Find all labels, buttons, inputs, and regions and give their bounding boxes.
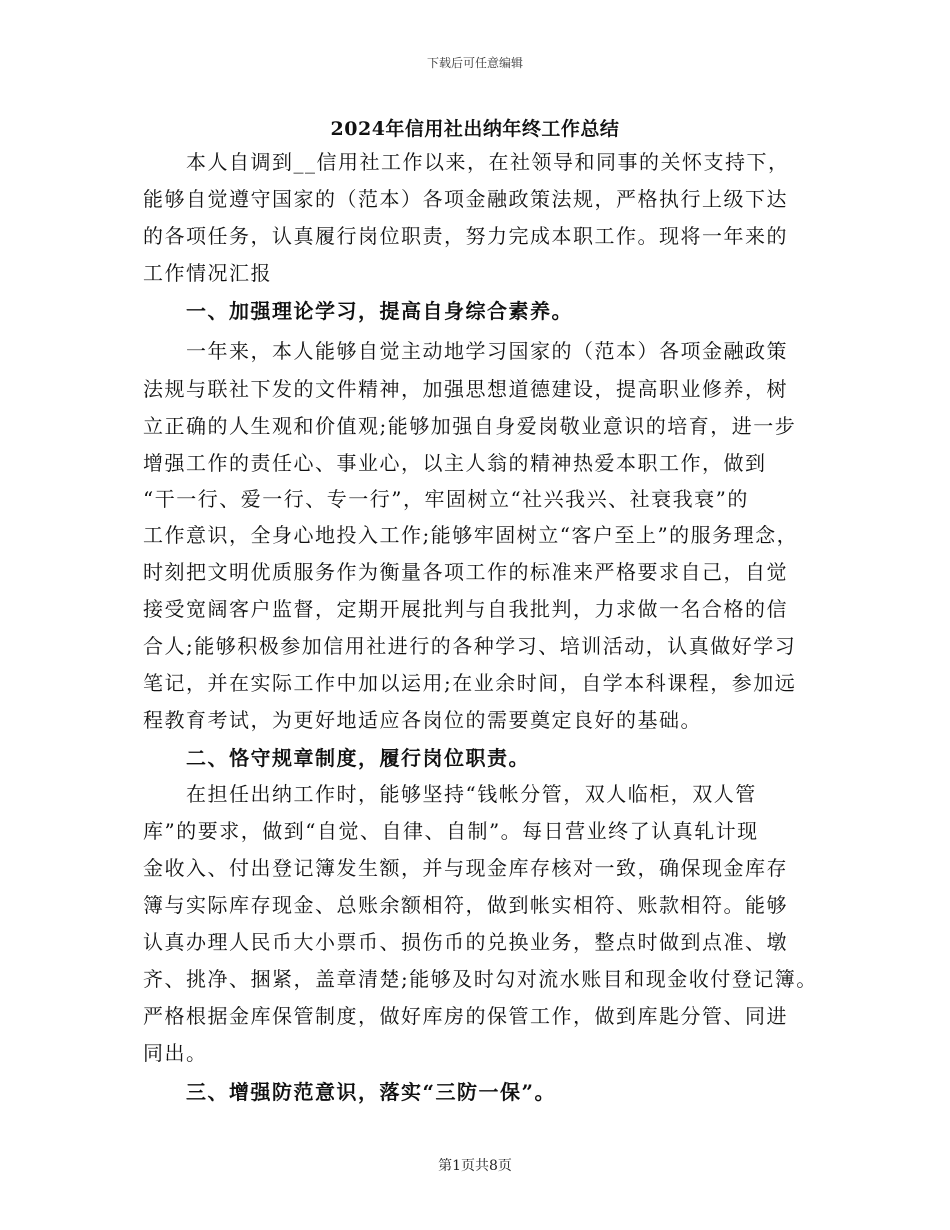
paragraph-line: 程教育考试，为更好地适应各岗位的需要奠定良好的基础。 [143, 708, 702, 732]
paragraph-line: 时刻把文明优质服务作为衡量各项工作的标准来严格要求自己，自觉 [143, 560, 788, 584]
paragraph-line: 齐、挑净、捆紧，盖章清楚;能够及时勾对流水账目和现金收付登记簿。 [143, 967, 818, 991]
section-heading: 二、恪守规章制度，履行岗位职责。 [186, 746, 530, 770]
section-heading: 一、加强理论学习，提高自身综合素养。 [186, 299, 573, 323]
paragraph-line: 库”的要求，做到“自觉、自律、自制”。每日营业终了认真轧计现 [143, 819, 759, 843]
paragraph-line: 金收入、付出登记簿发生额，并与现金库存核对一致，确保现金库存 [143, 856, 788, 880]
paragraph-line: 能够自觉遵守国家的（范本）各项金融政策法规，严格执行上级下达 [143, 187, 788, 211]
paragraph-line: 认真办理人民币大小票币、损伤币的兑换业务，整点时做到点准、墩 [143, 930, 788, 954]
document-title: 2024年信用社出纳年终工作总结 [330, 118, 620, 140]
paragraph-line: 工作意识，全身心地投入工作;能够牢固树立“客户至上”的服务理念， [143, 523, 799, 547]
paragraph-line: 在担任出纳工作时，能够坚持“钱帐分管，双人临柜，双人管 [186, 782, 757, 806]
header-note: 下载后可任意编辑 [426, 56, 523, 70]
page-number: 第1页共8页 [438, 1158, 512, 1174]
paragraph-line: 严格根据金库保管制度，做好库房的保管工作，做到库匙分管、同进 [143, 1004, 788, 1028]
paragraph-line: 本人自调到__信用社工作以来，在社领导和同事的关怀支持下， [186, 150, 790, 174]
paragraph-line: 同出。 [143, 1041, 208, 1065]
paragraph-line: 立正确的人生观和价值观;能够加强自身爱岗敬业意识的培育，进一步 [143, 414, 797, 438]
paragraph-line: 簿与实际库存现金、总账余额相符，做到帐实相符、账款相符。能够 [143, 893, 788, 917]
paragraph-line: 的各项任务，认真履行岗位职责，努力完成本职工作。现将一年来的 [143, 224, 788, 248]
section-heading: 三、增强防范意识，落实“三防一保”。 [186, 1080, 557, 1104]
paragraph-line: 一年来，本人能够自觉主动地学习国家的（范本）各项金融政策 [186, 339, 788, 363]
paragraph-line: 笔记，并在实际工作中加以运用;在业余时间，自学本科课程，参加远 [143, 671, 797, 695]
paragraph-line: “干一行、爱一行、专一行”，牢固树立“社兴我兴、社衰我衰”的 [143, 487, 749, 511]
paragraph-line: 法规与联社下发的文件精神，加强思想道德建设，提高职业修养，树 [143, 377, 788, 401]
paragraph-line: 工作情况汇报 [143, 261, 272, 285]
paragraph-line: 接受宽阔客户监督，定期开展批判与自我批判，力求做一名合格的信 [143, 597, 788, 621]
paragraph-line: 增强工作的责任心、事业心，以主人翁的精神热爱本职工作，做到 [143, 451, 767, 475]
paragraph-line: 合人;能够积极参加信用社进行的各种学习、培训活动，认真做好学习 [143, 634, 797, 658]
